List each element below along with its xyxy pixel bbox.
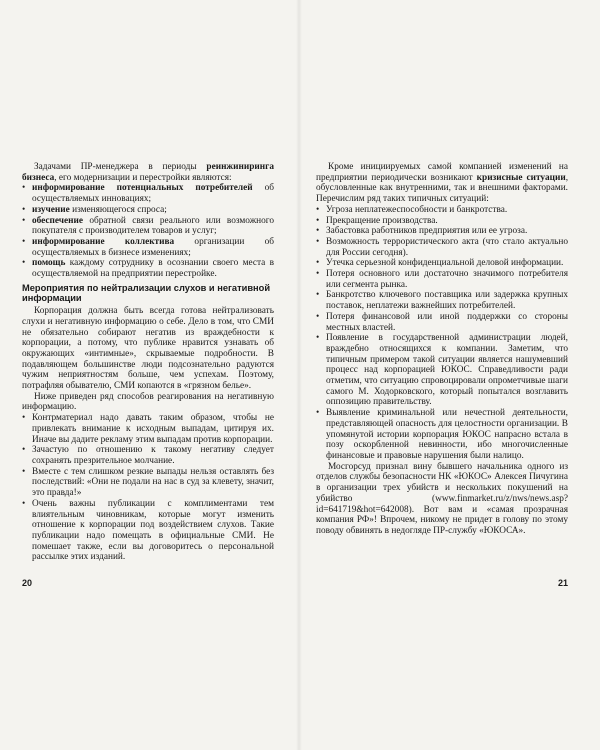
left-page bbox=[22, 162, 274, 563]
page-number-left: 20 bbox=[22, 578, 33, 588]
list-item: • Банкротство ключевого поставщика или задержка крупных поставок, неплатежи важнейших потребителей. bbox=[316, 290, 568, 312]
list-item: • Появление в государственной администрации людей, враждебно относящихся к компании. Заметим, что типичным примером такой ситуации является нашумевший процесс над корпорацией ЮКОС. Справедливости ради отметим, что ситуацию спровоцировали опрометчивые шаги самого М. Ходорковского, который попытался возглавить оппозицию правительству. bbox=[316, 333, 568, 408]
list-item: • Потеря финансовой или иной поддержки со стороны местных властей. bbox=[316, 311, 568, 333]
list-item: • Забастовка работников предприятия или ее угроза. bbox=[316, 226, 528, 237]
section-heading: Мероприятия по нейтрализации слухов и негативной информации bbox=[22, 282, 271, 304]
list-item: • Утечка серьезной конфиденциальной деловой информации. bbox=[316, 258, 564, 269]
list-item: • помощь каждому сотруднику в осознании своего места в осуществляемой на предприятии перестройке. bbox=[22, 258, 274, 280]
paragraph: Ниже приведен ряд способов реагирования на негативную информацию. bbox=[22, 391, 274, 413]
list-item: • Выявление криминальной или нечестной деятельности, представляющей опасность для целостности организации. В упомянутой истории корпорация ЮКОС напрасно встала в позу оскорбленной невинности, ибо многочисленные финансовые и правовые нарушения были налицо. bbox=[316, 408, 568, 461]
list-item: • обеспечение обратной связи реального или возможного покупателя с производителем товаров и услуг; bbox=[22, 215, 274, 237]
task-list bbox=[22, 183, 274, 279]
list-item: • Вместе с тем слишком резкие выпады нельзя оставлять без последствий: «Они не подали на нас в суд за клевету, значит, это правда!» bbox=[22, 466, 274, 499]
method-list bbox=[22, 413, 274, 563]
book-gutter bbox=[296, 0, 302, 750]
closing-paragraph: Мосгорсуд признал вину бывшего начальника одного из отделов службы безопасности НК «ЮКОС» Алексея Пичугина в организации трех убийств и нескольких покушений на убийство (www.finmarket.ru/z/nws/news.asp?id=641719&hot=642008). Вот вам и «самая прозрачная компания РФ»! Впрочем, никому не придет в голову по этому поводу обвинять в недогляде ПР-службу «ЮКОСА». bbox=[316, 461, 568, 536]
page-number-right: 21 bbox=[558, 578, 569, 588]
list-item: • информирование коллектива организации об осуществляемых в бизнесе изменениях; bbox=[22, 236, 274, 258]
situation-list bbox=[316, 205, 568, 462]
right-intro: Кроме инициируемых самой компанией изменений на предприятии периодически возникают кризисные ситуации, обусловленные как внутренними, так и внешними факторами. Перечислим ряд таких типичных ситуаций: bbox=[316, 162, 569, 205]
list-item: • информирование потенциальных потребителей об осуществляемых инновациях; bbox=[22, 183, 274, 205]
list-item: • Возможность террористического акта (что стало актуально для России сегодня). bbox=[316, 236, 568, 258]
list-item: • Контрматериал надо давать таким образом, чтобы не привлекать внимание к исходным выпадам, цитируя их. Иначе вы дадите рекламу этим выпадам против корпорации. bbox=[22, 413, 274, 445]
list-item: • изучение изменяющегося спроса; bbox=[22, 204, 167, 215]
list-item: • Очень важны публикации с комплиментами тем влиятельным чиновникам, которые могут изменить отношение к корпорации под воздействием слухов. Такие публикации надо помещать в официальные СМИ. Не помешает также, если вы договоритесь о персональной рассылке этих изданий. bbox=[22, 498, 274, 563]
list-item: • Прекращение производства. bbox=[316, 215, 438, 226]
list-item: • Зачастую по отношению к такому негативу следует сохранять презрительное молчание. bbox=[22, 445, 274, 466]
left-intro: Задачами ПР-менеджера в периоды реинжиниринга бизнеса, его модернизации и перестройки являются: bbox=[22, 162, 274, 183]
list-item: • Угроза неплатежеспособности и банкротства. bbox=[316, 204, 508, 215]
paragraph: Корпорация должна быть всегда готова нейтрализовать слухи и негативную информацию о себе. Дело в том, что СМИ не обязательно собирают негатив из враждебности к корпорации, а потому, что публике нравится узнавать об окружающих «интимные», скрываемые подробности. В подавляющем большинстве люди подсознательно радуются чужим неприятностям больше, чем успехам. Поэтому, потрафляя обывателю, СМИ копаются в «грязном белье». bbox=[22, 306, 274, 392]
right-page bbox=[316, 162, 568, 537]
list-item: • Потеря основного или достаточно значимого потребителя или сегмента рынка. bbox=[316, 269, 568, 290]
